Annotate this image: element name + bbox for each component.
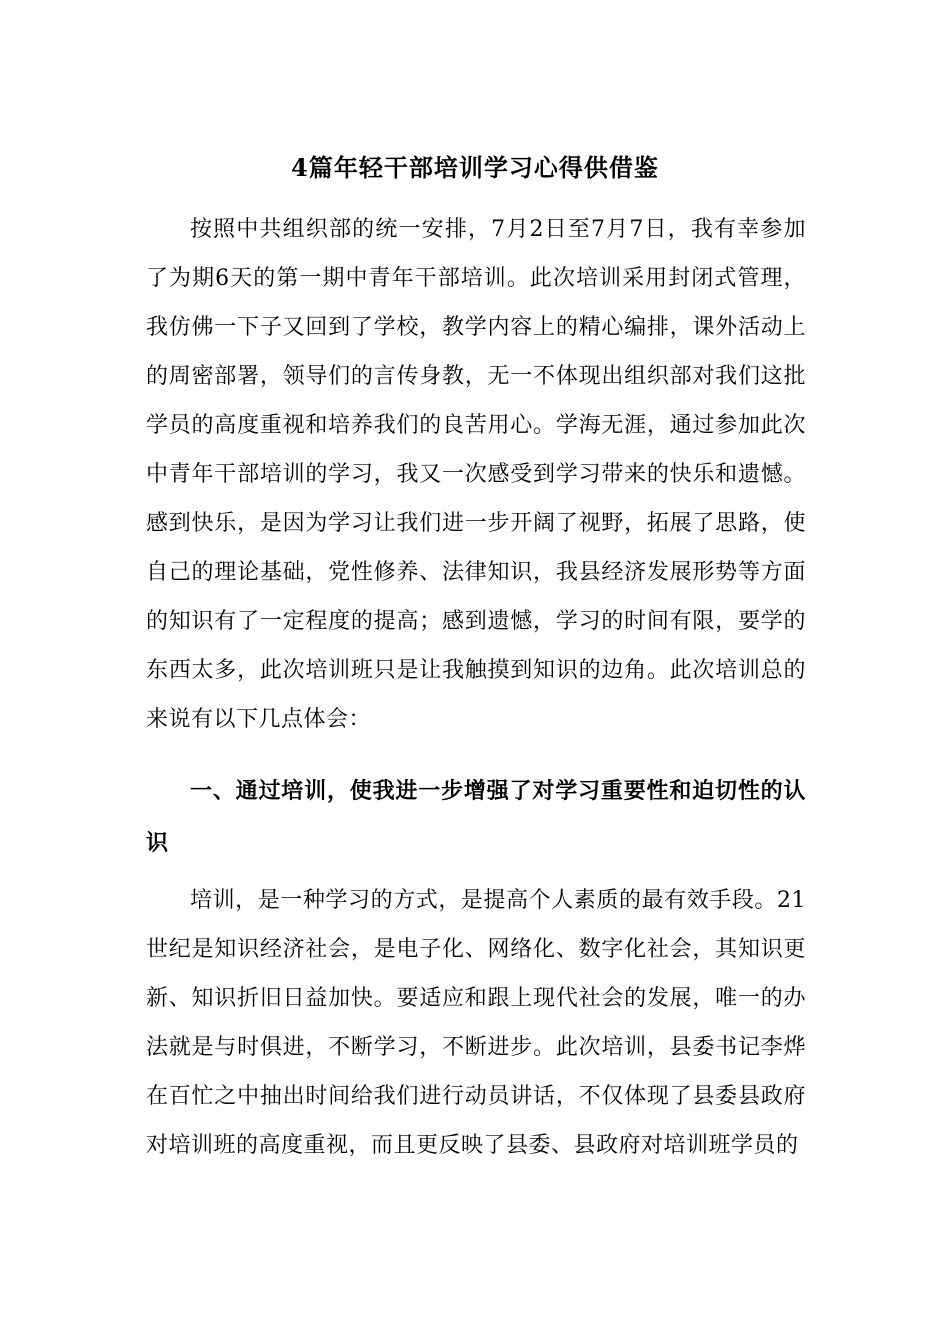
intro-paragraph: 按照中共组织部的统一安排，7月2日至7月7日，我有幸参加了为期6天的第一期中青年干部培训。此次培训采用封闭式管理，我仿佛一下子又回到了学校，教学内容上的精心编排，课外活动上的周密部署，领导们的言传身教，无一不体现出组织部对我们这批学员的高度重视和培养我们的良苦用心。学海无涯，通过参加此次中青年干部培训的学习，我又一次感受到学习带来的快乐和遗憾。感到快乐，是因为学习让我们进一步开阔了视野，拓展了思路，使自己的理论基础，党性修养、法律知识，我县经济发展形势等方面的知识有了一定程度的提高；感到遗憾，学习的时间有限，要学的东西太多，此次培训班只是让我触摸到知识的边角。此次培训总的来说有以下几点体会： xyxy=(146,217,806,732)
section-heading-1: 一、通过培训，使我进一步增强了对学习重要性和迫切性的认识 xyxy=(146,778,806,856)
section-1-paragraph: 培训，是一种学习的方式，是提高个人素质的最有效手段。21世纪是知识经济社会，是电子化、网络化、数字化社会，其知识更新、知识折旧日益加快。要适应和跟上现代社会的发展，唯一的办法就是与时俱进，不断学习，不断进步。此次培训，县委书记李烨在百忙之中抽出时间给我们进行动员讲话，不仅体现了县委县政府对培训班的高度重视，而且更反映了县委、县政府对培训班学员的 xyxy=(146,888,806,1158)
document-title: 4篇年轻干部培训学习心得供借鉴 xyxy=(291,153,659,182)
